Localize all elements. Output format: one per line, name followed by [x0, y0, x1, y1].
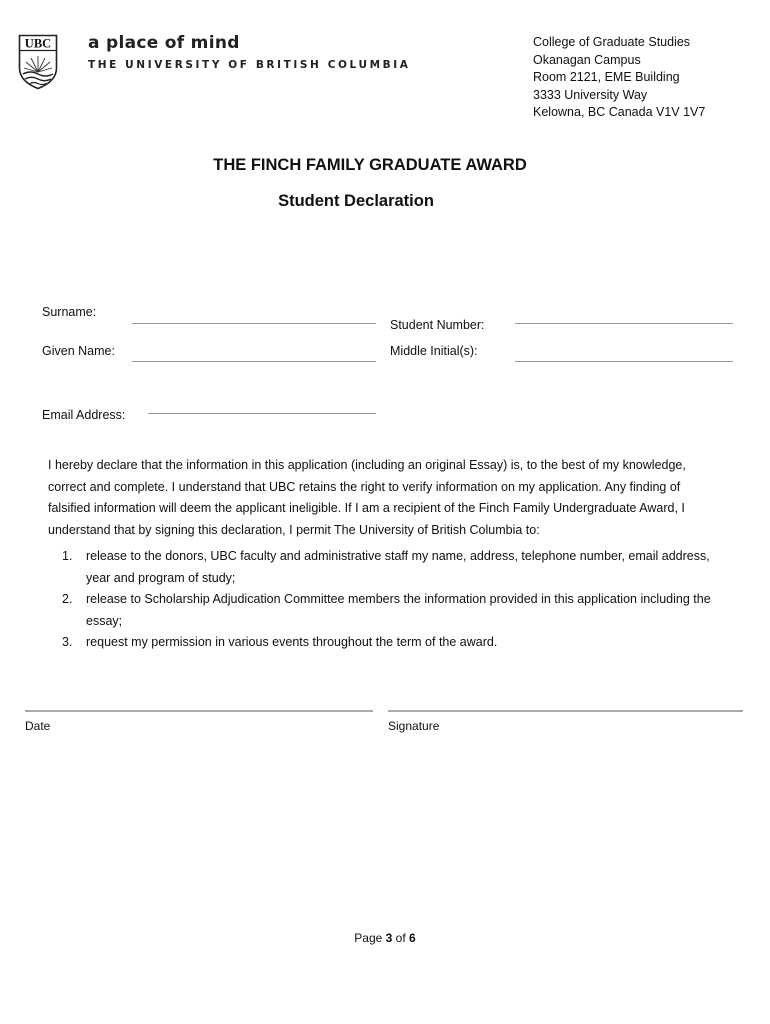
- surname-field[interactable]: [132, 323, 376, 324]
- page-of: of: [395, 931, 406, 945]
- college-address: [533, 34, 705, 122]
- list-item: [48, 632, 728, 654]
- email-label: Email Address:: [42, 408, 126, 422]
- declaration-text: I hereby declare that the information in this application (including an original Essay) is, to the best of my knowledge, correct and complete. I understand that UBC retains the right to verify information on my application. Any finding of falsified information will deem the applicant ineligible. If I am a recipient of the Finch Family Undergraduate Award, I understand that by signing this declaration, I permit The University of British Columbia to:: [48, 458, 686, 537]
- logo-text: UBC: [24, 36, 52, 51]
- page-current: 3: [385, 931, 393, 945]
- document-title: THE FINCH FAMILY GRADUATE AWARD: [213, 156, 527, 174]
- date-label: Date: [25, 719, 51, 733]
- middle-initials-label: Middle Initial(s):: [390, 344, 478, 358]
- email-field[interactable]: [148, 413, 376, 414]
- student-number-field[interactable]: [515, 323, 733, 324]
- list-item-text: release to the donors, UBC faculty and administrative staff my name, address, telephone number, email address, year and program of study;: [86, 549, 710, 585]
- page-prefix: Page: [354, 931, 383, 945]
- given-name-label: Given Name:: [42, 344, 115, 358]
- university-name: THE UNIVERSITY OF BRITISH COLUMBIA: [88, 59, 411, 71]
- page-number: [0, 931, 770, 945]
- middle-initials-field[interactable]: [515, 361, 733, 362]
- list-number: 3.: [62, 635, 73, 649]
- terms-list: [48, 546, 728, 654]
- list-item-text: release to Scholarship Adjudication Committee members the information provided in this application including the essay;: [86, 592, 711, 628]
- list-item: [48, 546, 728, 589]
- document-subtitle: Student Declaration: [278, 192, 434, 210]
- signature-field[interactable]: [388, 710, 743, 712]
- address-line: 3333 University Way: [533, 87, 648, 102]
- date-field[interactable]: [25, 710, 373, 712]
- list-item-text: request my permission in various events throughout the term of the award.: [86, 635, 498, 649]
- student-number-label: Student Number:: [390, 318, 485, 332]
- given-name-field[interactable]: [132, 361, 376, 362]
- address-line: College of Graduate Studies: [533, 35, 691, 49]
- ubc-crest-icon: [18, 34, 58, 90]
- surname-label: Surname:: [42, 305, 97, 319]
- address-line: Kelowna, BC Canada V1V 1V7: [533, 105, 706, 119]
- tagline: a place of mind: [88, 33, 240, 53]
- page-total: 6: [409, 931, 416, 945]
- address-line: Room 2121, EME Building: [533, 70, 680, 84]
- address-line: Okanagan Campus: [533, 52, 641, 67]
- list-item: [48, 589, 728, 632]
- list-number: 2.: [62, 592, 73, 606]
- signature-label: Signature: [388, 719, 440, 733]
- list-number: 1.: [62, 549, 73, 563]
